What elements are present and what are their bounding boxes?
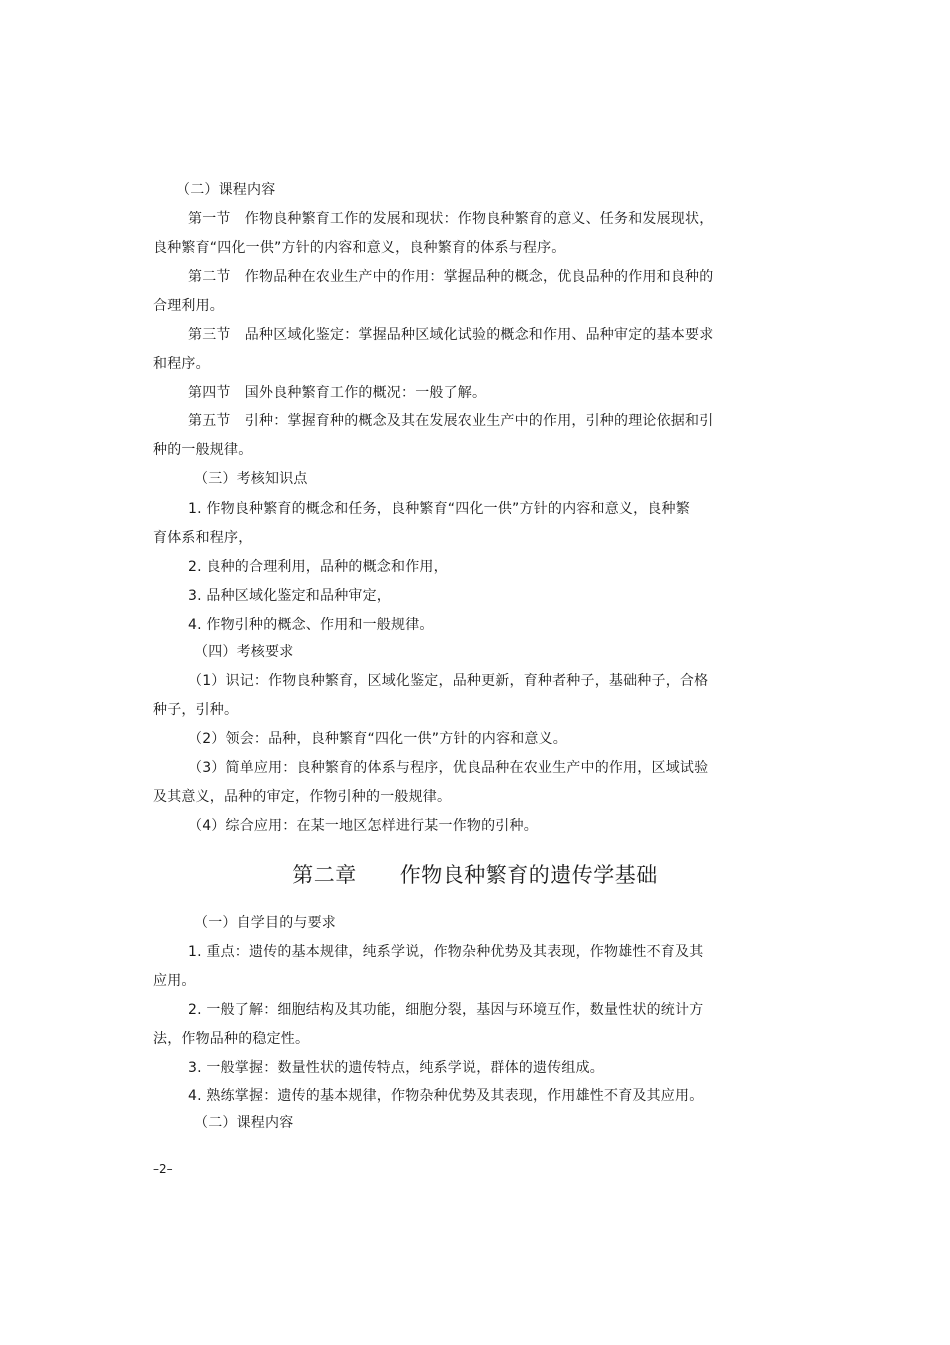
paragraph-line: 3. 一般掌握：数量性状的遗传特点，纯系学说，群体的遗传组成。	[188, 1060, 605, 1076]
paragraph-line: 2. 一般了解：细胞结构及其功能，细胞分裂，基因与环境互作，数量性状的统计方	[188, 1002, 704, 1018]
paragraph-line: 育体系和程序，	[153, 530, 253, 546]
paragraph-line: 2. 良种的合理利用，品种的概念和作用，	[188, 559, 448, 575]
section-heading: （二）课程内容	[194, 1115, 294, 1131]
section-heading: （四）考核要求	[194, 644, 294, 660]
chapter-title: 第二章 作物良种繁育的遗传学基础	[292, 863, 658, 887]
paragraph-line: 第五节 引种：掌握育种的概念及其在发展农业生产中的作用，引种的理论依据和引	[188, 413, 714, 429]
paragraph-line: 良种繁育“四化一供”方针的内容和意义，良种繁育的体系与程序。	[153, 240, 566, 256]
paragraph-line: 和程序。	[153, 356, 210, 372]
paragraph-line: 1. 重点：遗传的基本规律，纯系学说，作物杂种优势及其表现，作物雄性不育及其	[188, 944, 704, 960]
paragraph-line: 第二节 作物品种在农业生产中的作用：掌握品种的概念，优良品种的作用和良种的	[188, 269, 714, 285]
paragraph-line: 种的一般规律。	[153, 442, 253, 458]
paragraph-line: 种子，引种。	[153, 702, 239, 718]
paragraph-line: 应用。	[153, 973, 196, 989]
paragraph-line: 4. 熟练掌握：遗传的基本规律，作物杂种优势及其表现，作用雄性不育及其应用。	[188, 1088, 704, 1104]
paragraph-line: 4. 作物引种的概念、作用和一般规律。	[188, 617, 434, 633]
paragraph-line: （2）领会：品种，良种繁育“四化一供”方针的内容和意义。	[188, 731, 568, 747]
paragraph-line: 法，作物品种的稳定性。	[153, 1031, 310, 1047]
paragraph-line: （1）识记：作物良种繁育，区域化鉴定，品种更新，育种者种子，基础种子，合格	[188, 673, 709, 689]
paragraph-line: （3）简单应用：良种繁育的体系与程序，优良品种在农业生产中的作用，区域试验	[188, 760, 709, 776]
paragraph-line: 第一节 作物良种繁育工作的发展和现状：作物良种繁育的意义、任务和发展现状，	[188, 211, 714, 227]
paragraph-line: 3. 品种区域化鉴定和品种审定，	[188, 588, 392, 604]
section-heading: （二）课程内容	[176, 182, 276, 198]
paragraph-line: 第三节 品种区域化鉴定：掌握品种区域化试验的概念和作用、品种审定的基本要求	[188, 327, 714, 343]
page-number: –2–	[153, 1162, 173, 1176]
paragraph-line: （4）综合应用：在某一地区怎样进行某一作物的引种。	[188, 818, 538, 834]
section-heading: （一）自学目的与要求	[194, 915, 336, 931]
section-heading: （三）考核知识点	[194, 471, 308, 487]
paragraph-line: 1. 作物良种繁育的概念和任务，良种繁育“四化一供”方针的内容和意义，良种繁	[188, 501, 690, 517]
paragraph-line: 第四节 国外良种繁育工作的概况：一般了解。	[188, 385, 487, 401]
paragraph-line: 及其意义，品种的审定，作物引种的一般规律。	[153, 789, 452, 805]
paragraph-line: 合理利用。	[153, 298, 224, 314]
